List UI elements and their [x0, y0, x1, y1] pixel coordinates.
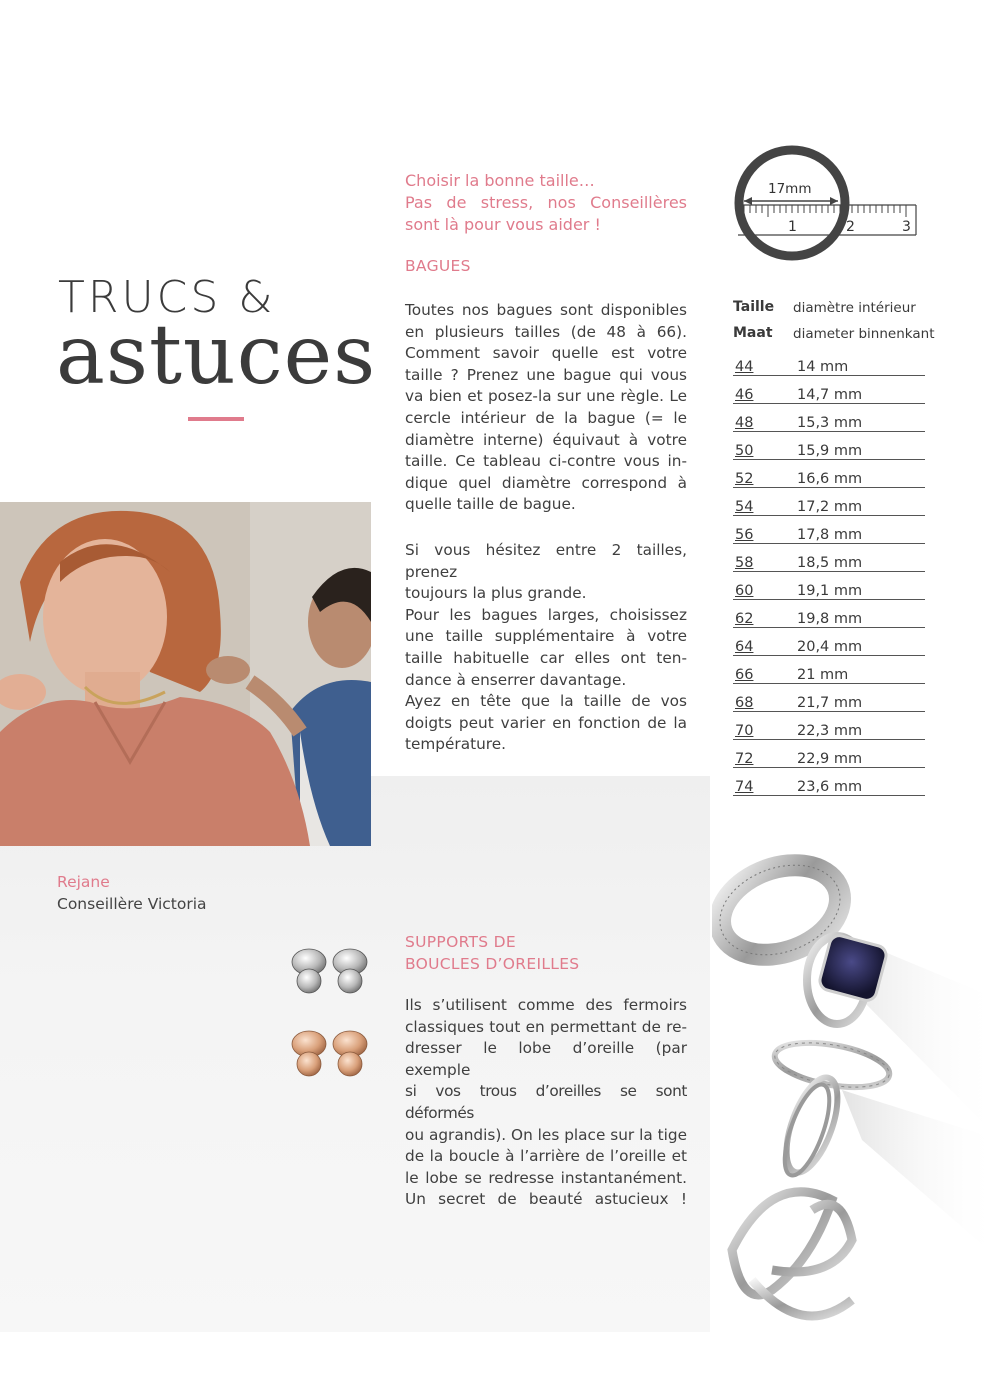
ring-diameter: 14,7 mm	[797, 387, 863, 403]
ring-diameter: 21,7 mm	[797, 695, 863, 711]
bagues-paragraph-1	[405, 300, 687, 516]
ring-size: 46	[735, 387, 754, 403]
text-line: de la boucle à l’arrière de l’oreille et	[405, 1147, 687, 1166]
table-row	[733, 435, 925, 460]
text-line: Ayez en tête que la taille de vos	[405, 692, 687, 711]
bagues-heading: BAGUES	[405, 257, 471, 275]
gauge-tick-3: 3	[902, 219, 911, 235]
intro-line: Pas de stress, nos Conseillères	[405, 193, 687, 212]
earring-back-rose-icon	[290, 1025, 370, 1079]
text-line: Toutes nos bagues sont disponibles	[405, 301, 687, 319]
ring-size: 58	[735, 555, 754, 571]
text-line: Un secret de beauté astucieux !	[405, 1190, 687, 1209]
supports-paragraph	[405, 995, 687, 1211]
text-line: taille. Ce tableau ci-contre vous in-	[405, 452, 687, 471]
ring-gauge-icon	[730, 143, 930, 263]
intro-line: Choisir la bonne taille…	[405, 171, 595, 190]
supports-heading	[405, 931, 579, 975]
text-line: dance à enserrer davantage.	[405, 670, 627, 689]
text-line: une taille supplémentaire à votre	[405, 627, 687, 646]
text-line: doigts peut varier en fonction de la	[405, 713, 687, 732]
ring-diameter: 22,3 mm	[797, 723, 863, 739]
text-line: toujours la plus grande.	[405, 584, 587, 603]
ring-gauge	[730, 143, 930, 267]
text-line: quelle taille de bague.	[405, 495, 576, 514]
text-line: dique quel diamètre correspond à	[405, 473, 687, 492]
table-header-desc-fr: diamètre intérieur	[793, 300, 916, 316]
ring-diameter: 23,6 mm	[797, 779, 863, 795]
table-row	[733, 491, 925, 516]
ring-diameter: 17,8 mm	[797, 527, 863, 543]
text-line: dresser le lobe d’oreille (par exemple	[405, 1039, 687, 1079]
gauge-measure: 17mm	[768, 181, 812, 197]
table-row	[733, 575, 925, 600]
table-header-desc-nl: diameter binnenkant	[793, 326, 935, 342]
ring-size: 68	[735, 695, 754, 711]
ring-diameter: 18,5 mm	[797, 555, 863, 571]
ring-diameter: 17,2 mm	[797, 499, 863, 515]
intro-text	[405, 170, 687, 236]
ring-size: 52	[735, 471, 754, 487]
ring-size: 54	[735, 499, 754, 515]
ring-diameter: 16,6 mm	[797, 471, 863, 487]
table-row	[733, 463, 925, 488]
table-row	[733, 603, 925, 628]
ring-diameter: 15,9 mm	[797, 443, 863, 459]
ring-size: 62	[735, 611, 754, 627]
ring-diameter: 14 mm	[797, 359, 849, 375]
title-line2: astuces	[56, 308, 377, 403]
table-row	[733, 715, 925, 740]
table-row	[733, 743, 925, 768]
text-line: taille ? Prenez une bague qui vous	[405, 365, 687, 384]
earring-backs-rose	[290, 1025, 370, 1083]
supports-heading-line1: SUPPORTS DE	[405, 933, 516, 951]
bagues-paragraph-2	[405, 540, 687, 756]
title-line1: TRUCS &	[58, 272, 276, 323]
ring-size: 48	[735, 415, 754, 431]
text-line: Comment savoir quelle est votre	[405, 344, 687, 363]
ring-diameter: 19,8 mm	[797, 611, 863, 627]
text-line: Si vous hésitez entre 2 tailles, prenez	[405, 541, 687, 581]
text-line: le lobe se redresse instantanément.	[405, 1168, 687, 1187]
table-row	[733, 547, 925, 572]
text-line: va bien et posez-la sur une règle. Le	[405, 387, 687, 406]
intro-line: sont là pour vous aider !	[405, 215, 601, 234]
text-line: Ils s’utilisent comme des fermoirs	[405, 996, 687, 1014]
earring-backs-silver	[290, 944, 370, 1000]
text-line: taille habituelle car elles ont ten-	[405, 648, 687, 667]
table-row	[733, 631, 925, 656]
ring-size: 44	[735, 359, 754, 375]
text-line: Pour les bagues larges, choisissez	[405, 605, 687, 624]
photo-illustration	[0, 502, 371, 846]
text-line: température.	[405, 735, 507, 754]
caption-role: Conseillère Victoria	[57, 895, 207, 913]
supports-heading-line2: BOUCLES D’OREILLES	[405, 955, 580, 973]
ring-size: 72	[735, 751, 754, 767]
ring-size: 56	[735, 527, 754, 543]
rings-illustration	[712, 840, 1000, 1370]
table-header-taille: Taille	[733, 299, 775, 315]
ring-size: 60	[735, 583, 754, 599]
earring-back-silver-icon	[290, 944, 370, 996]
text-line: ou agrandis). On les place sur la tige	[405, 1125, 687, 1144]
gauge-tick-2: 2	[846, 219, 855, 235]
caption-name: Rejane	[57, 873, 110, 891]
table-row	[733, 407, 925, 432]
gauge-tick-1: 1	[788, 219, 797, 235]
table-row	[733, 519, 925, 544]
ring-diameter: 21 mm	[797, 667, 849, 683]
table-header-maat: Maat	[733, 325, 773, 341]
table-row	[733, 351, 925, 376]
text-line: si vos trous d’oreilles se sont déformés	[405, 1082, 687, 1122]
photo-consultant	[0, 502, 371, 846]
text-line: cercle intérieur de la bague (= le	[405, 408, 687, 427]
ring-diameter: 15,3 mm	[797, 415, 863, 431]
table-row	[733, 687, 925, 712]
ring-diameter: 22,9 mm	[797, 751, 863, 767]
ring-size: 70	[735, 723, 754, 739]
ring-size: 66	[735, 667, 754, 683]
text-line: en plusieurs tailles (de 48 à 66).	[405, 322, 687, 341]
text-line: classiques tout en permettant de re-	[405, 1017, 687, 1036]
text-line: diamètre interne) équivaut à votre	[405, 430, 687, 449]
table-row	[733, 379, 925, 404]
title-underline	[188, 417, 244, 421]
ring-size: 50	[735, 443, 754, 459]
ring-size: 74	[735, 779, 754, 795]
rings-product-image	[712, 840, 1000, 1374]
ring-diameter: 19,1 mm	[797, 583, 863, 599]
ring-diameter: 20,4 mm	[797, 639, 863, 655]
table-row	[733, 659, 925, 684]
ring-size: 64	[735, 639, 754, 655]
table-row	[733, 771, 925, 796]
